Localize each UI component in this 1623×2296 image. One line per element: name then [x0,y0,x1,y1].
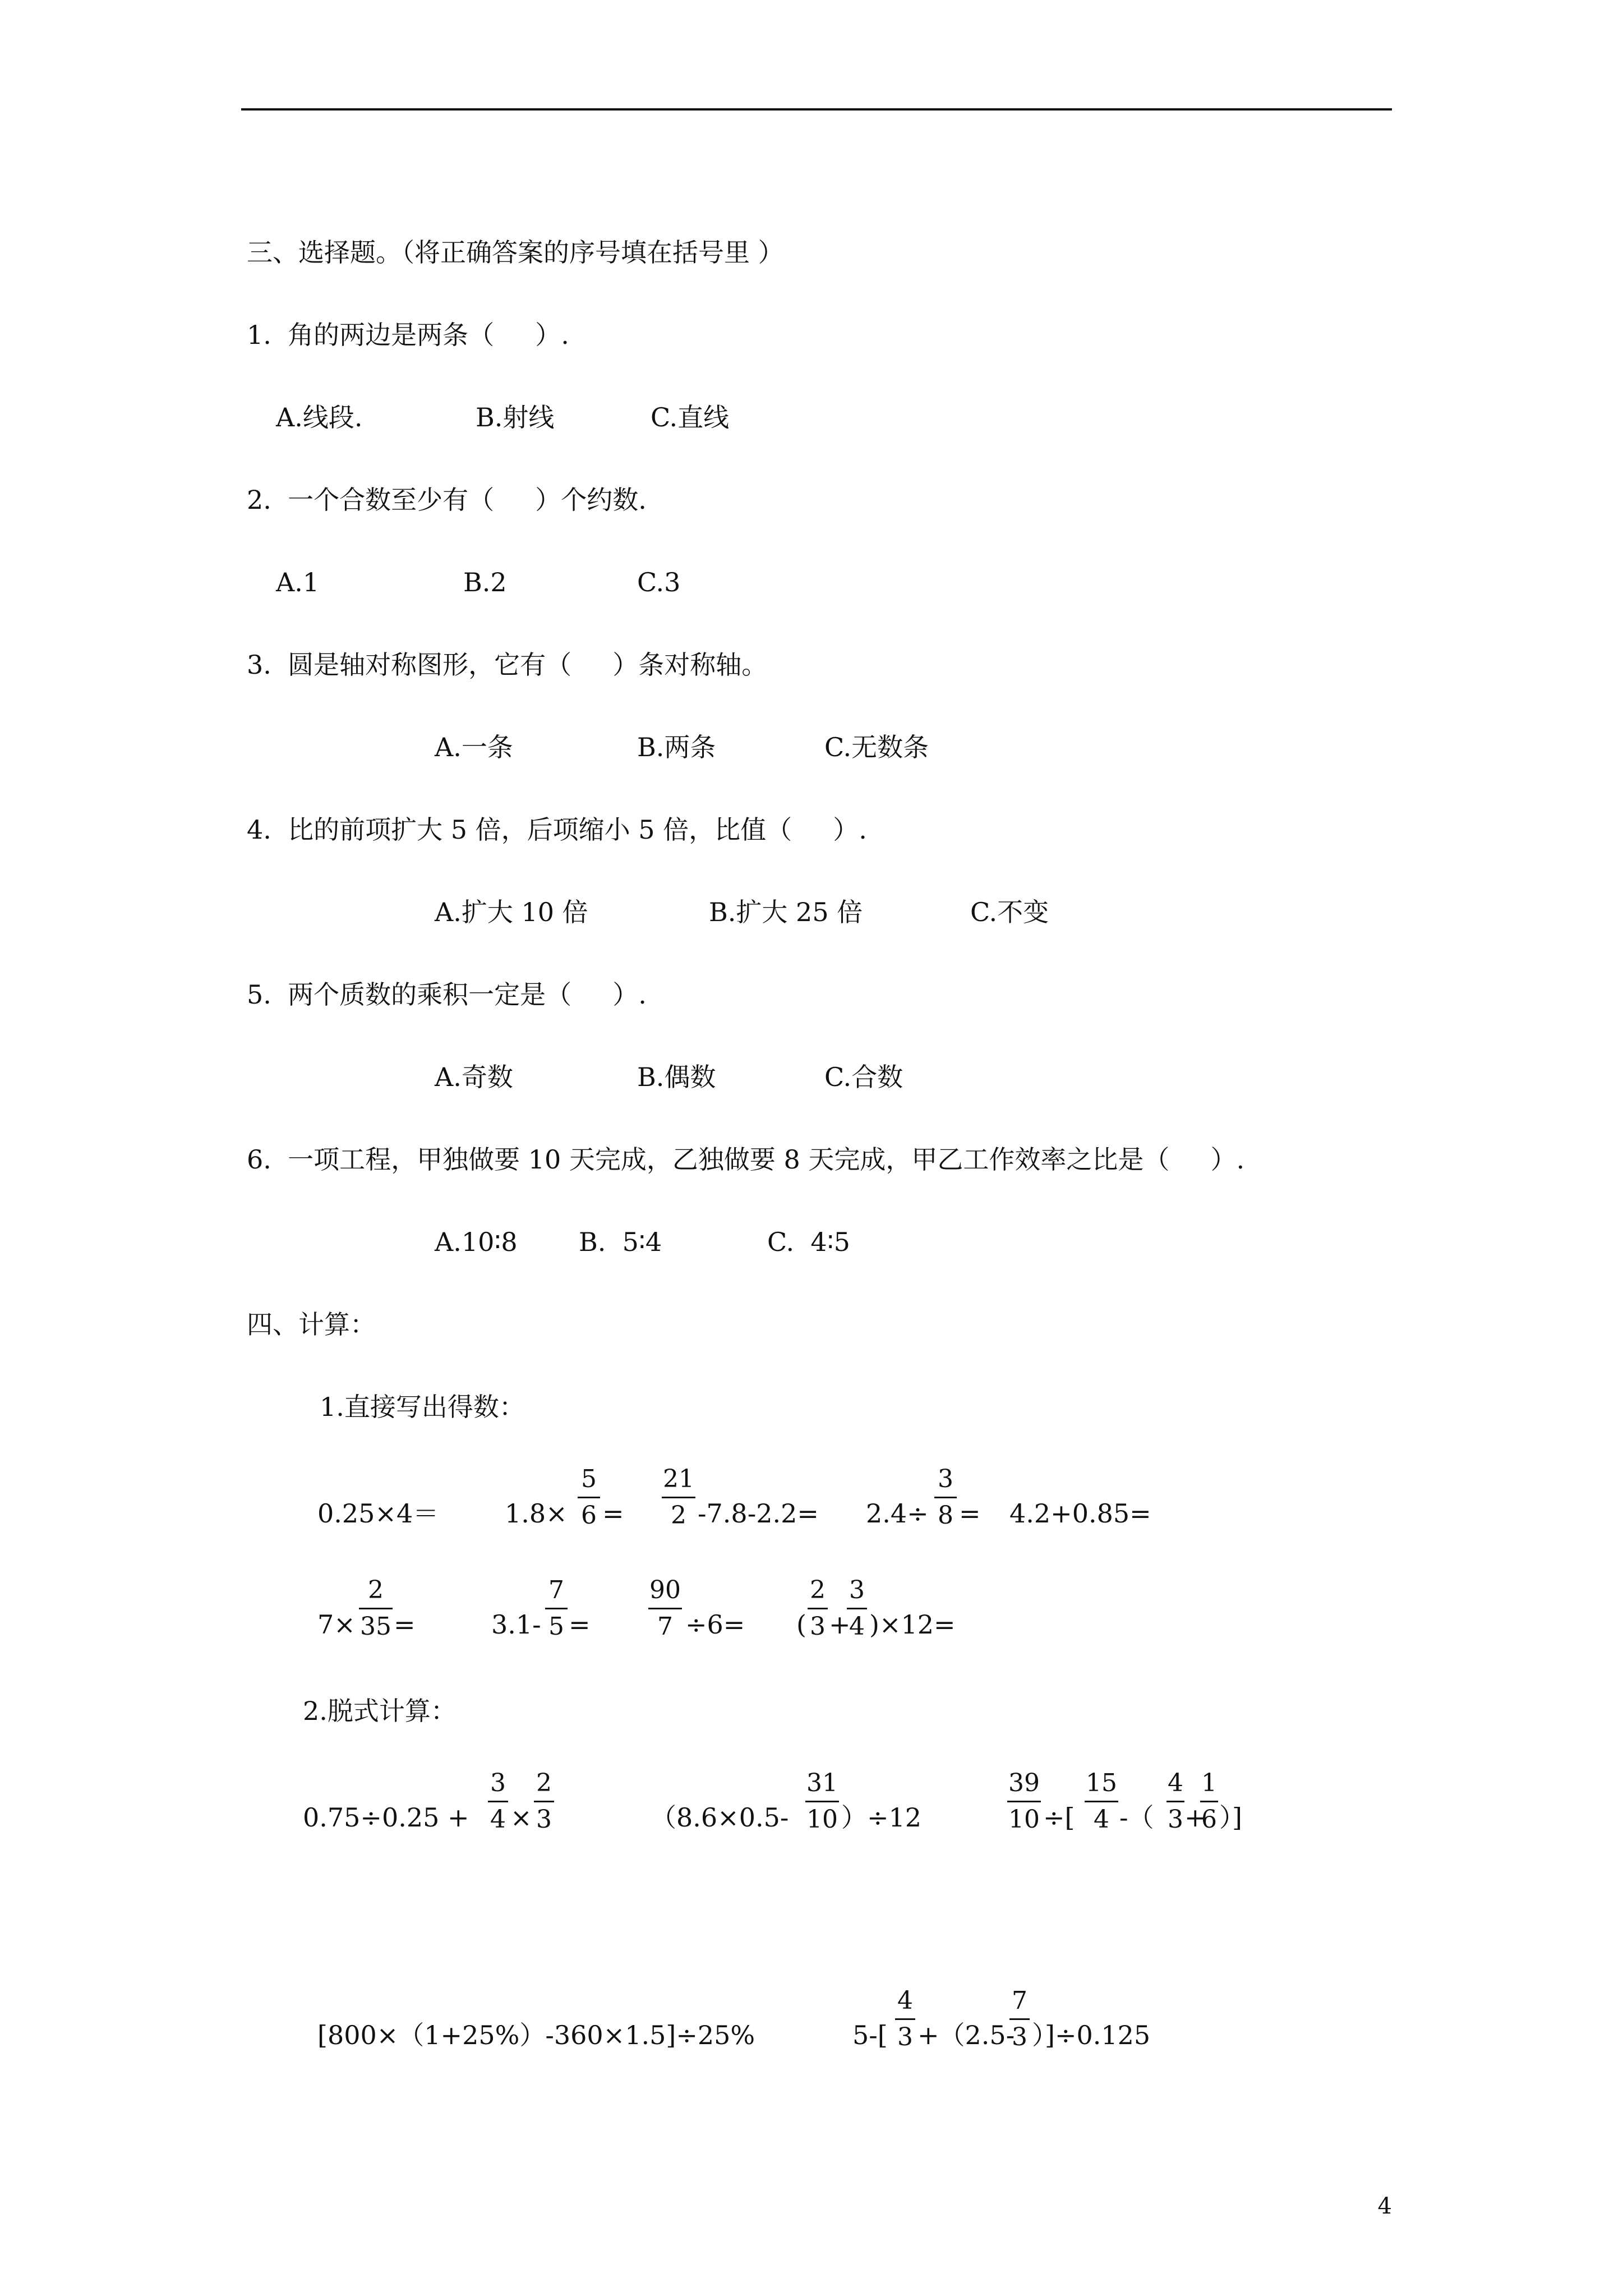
question-6: 6. 一项工程，甲独做要 10 天完成，乙独做要 8 天完成，甲乙工作效率之比是（ ）. [247,1144,1245,1175]
expr-r3-3-minus: -（ [1119,1802,1154,1833]
section-3-title: 三、选择题。（将正确答案的序号填在括号里 ） [247,237,784,268]
fraction: 39 10 [1008,1769,1040,1834]
expr-r2-3-post: ÷6= [685,1609,745,1640]
fraction: 5 6 [578,1464,600,1531]
fraction: 31 10 [806,1769,838,1834]
expr-r2-2-pre: 3.1- [491,1609,541,1640]
subsection-2-title: 2.脱式计算： [303,1696,457,1726]
expr-r1-3-post: -7.8-2.2= [698,1498,819,1529]
expr-r4-2-post: ）]÷0.125 [1032,2020,1151,2050]
q3-option-b: B.两条 [637,732,716,762]
q2-option-a: A.1 [276,567,320,597]
fraction: 7 3 [1009,1986,1030,2053]
expr-r3-1-pre: 0.75÷0.25 + [303,1802,478,1833]
q6-option-c: C. 4∶5 [767,1227,850,1257]
fraction: 3 8 [934,1464,957,1531]
fraction: 7 5 [545,1575,568,1642]
fraction: 90 7 [649,1576,681,1641]
q2-option-c: C.3 [637,567,681,597]
q3-option-a: A.一条 [435,732,513,762]
q4-option-b: B.扩大 25 倍 [709,897,863,927]
fraction: 1 6 [1201,1769,1217,1834]
question-4: 4. 比的前项扩大 5 倍，后项缩小 5 倍，比值（ ）. [247,815,867,845]
expr-r3-3-plus: + [1184,1802,1206,1833]
expr-r1-5: 4.2+0.85= [1009,1498,1151,1529]
fraction: 2 3 [534,1768,554,1835]
q1-option-a: A.线段. [276,402,363,432]
q3-option-c: C.无数条 [824,732,929,762]
expr-r1-1: 0.25×4＝ [317,1498,439,1529]
q4-option-c: C.不变 [970,897,1049,927]
q1-option-c: C.直线 [651,402,730,432]
fraction: 2 35 [360,1576,391,1641]
fraction: 4 3 [1168,1769,1183,1834]
fraction: 3 4 [847,1575,867,1642]
q5-option-a: A.奇数 [435,1062,513,1092]
q4-option-a: A.扩大 10 倍 [435,897,588,927]
expr-r4-1: [800×（1+25%）-360×1.5]÷25% [317,2020,755,2050]
q2-option-b: B.2 [463,567,507,597]
expr-r3-2-post: ）÷12 [841,1802,922,1833]
q6-option-a: A.10∶8 [435,1227,518,1257]
expr-r3-2-pre: （8.6×0.5- [651,1802,789,1833]
expr-r1-4-pre: 2.4÷ [866,1498,929,1529]
expr-r2-4-pre: ( [796,1609,806,1640]
question-3: 3. 圆是轴对称图形，它有（ ）条对称轴。 [247,650,768,680]
expr-r1-4-post: = [959,1498,981,1529]
expr-r1-2-post: = [602,1498,624,1529]
fraction: 4 3 [895,1986,915,2053]
question-1: 1. 角的两边是两条（ ）. [247,320,569,350]
fraction: 21 2 [663,1465,694,1530]
section-4-title: 四、计算： [247,1309,376,1340]
page-number: 4 [1377,2193,1392,2219]
header-rule [241,108,1392,111]
question-2: 2. 一个合数至少有（ ）个约数. [247,485,647,515]
expr-r1-2-pre: 1.8× [505,1498,568,1529]
fraction: 15 4 [1086,1769,1117,1834]
expr-r2-2-post: = [569,1609,591,1640]
expr-r2-1-pre: 7× [317,1609,356,1640]
q6-option-b: B. 5∶4 [579,1227,662,1257]
expr-r4-2-pre: 5-[ [852,2020,888,2050]
question-5: 5. 两个质数的乘积一定是（ ）. [247,979,647,1010]
q5-option-c: C.合数 [824,1062,903,1092]
q1-option-b: B.射线 [476,402,555,432]
fraction: 2 3 [808,1575,828,1642]
expr-r3-3-post: ）] [1219,1802,1242,1833]
q5-option-b: B.偶数 [637,1062,716,1092]
expr-r3-1-times: × [510,1802,532,1833]
expr-r2-1-post: = [394,1609,416,1640]
expr-r4-2-mid: +（2.5- [917,2020,1015,2050]
expr-r2-4-post: )×12= [869,1609,956,1640]
fraction: 3 4 [488,1768,508,1835]
expr-r2-4-plus: + [829,1609,851,1640]
subsection-1-title: 1.直接写出得数： [320,1392,525,1422]
expr-r3-3-div: ÷[ [1043,1802,1075,1833]
